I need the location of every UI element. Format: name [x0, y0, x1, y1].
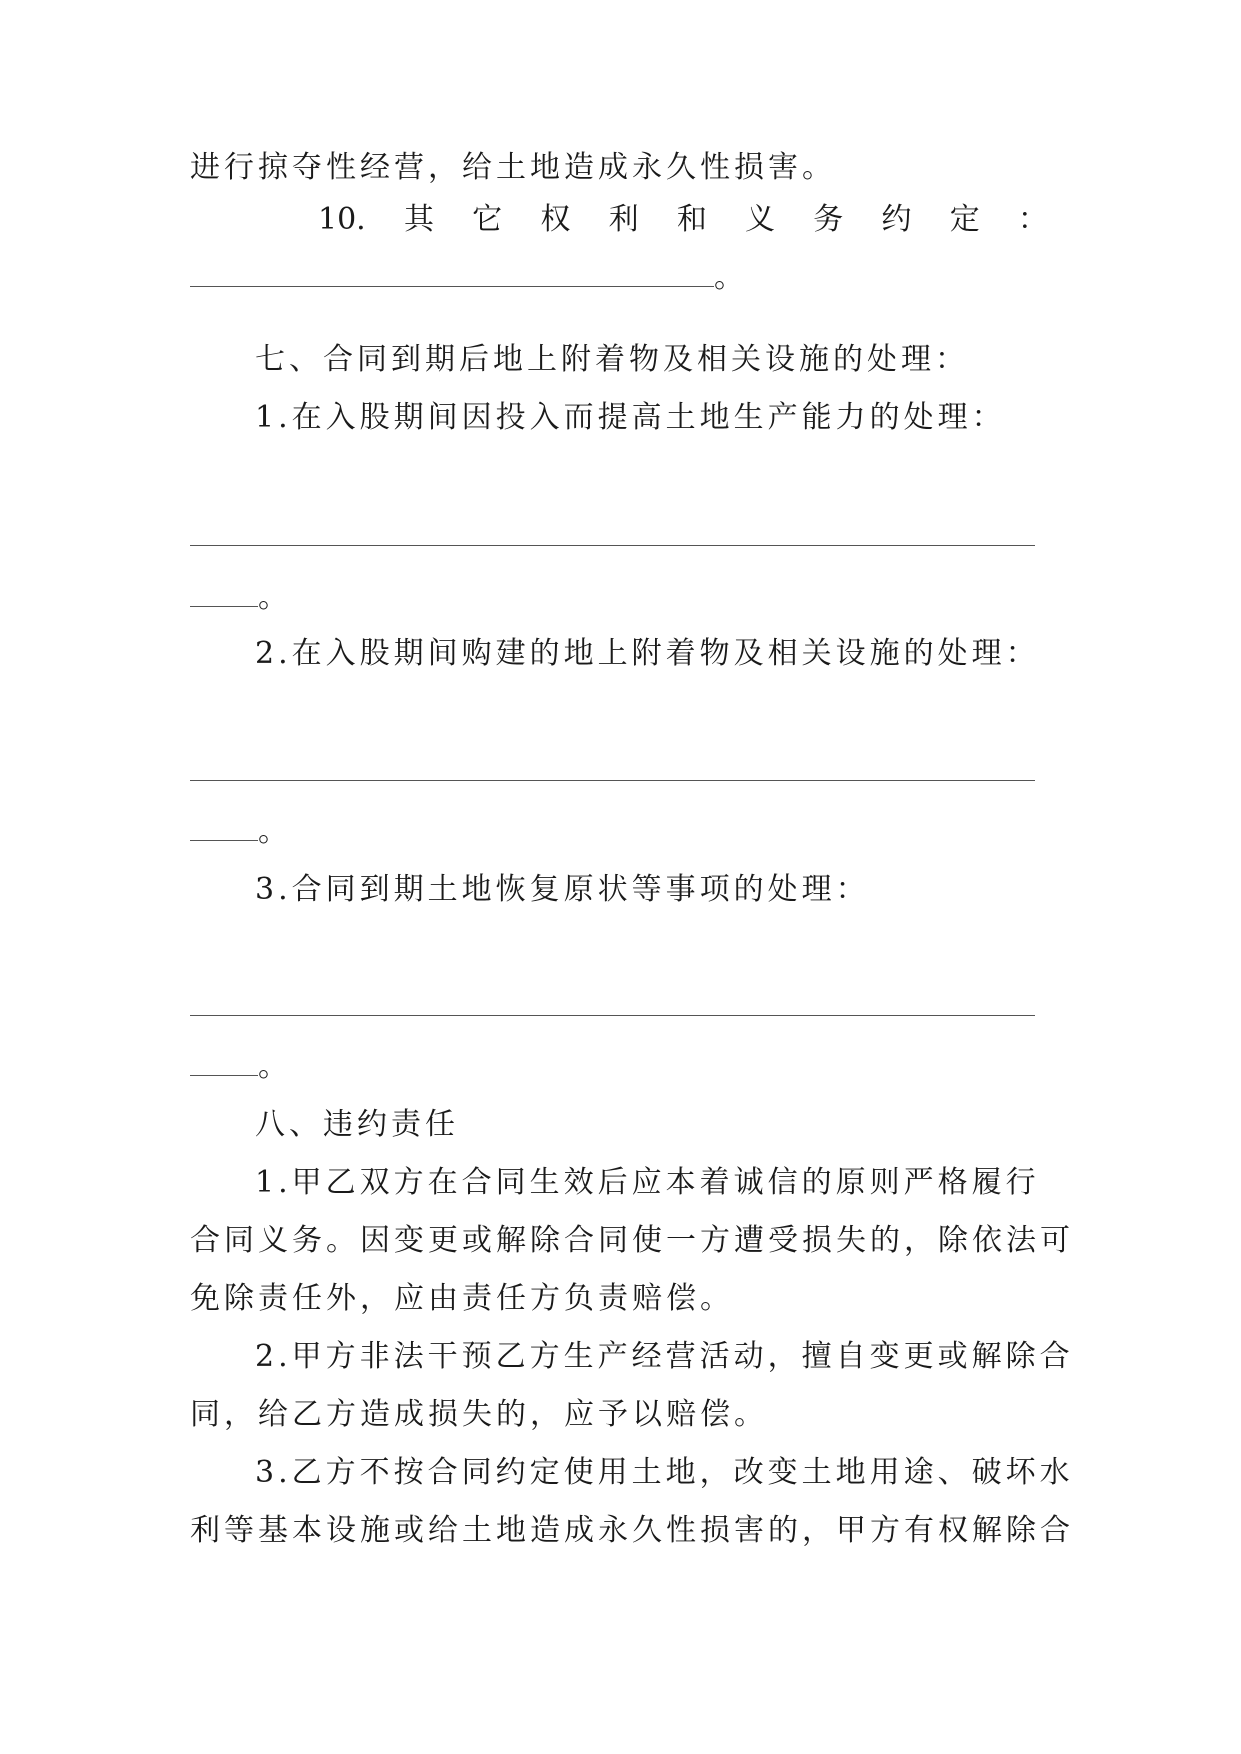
- section-7-item-1: 1.在入股期间因投入而提高土地生产能力的处理：: [255, 400, 1006, 435]
- blank-underline: [190, 260, 714, 287]
- period: 。: [258, 814, 288, 849]
- text-line: 3.乙方不按合同约定使用土地，改变土地用途、破坏水: [255, 1455, 1074, 1490]
- fill-in-line: [190, 1047, 1050, 1087]
- section-7-item-2: 2.在入股期间购建的地上附着物及相关设施的处理：: [255, 636, 1040, 671]
- period: 。: [258, 1049, 288, 1084]
- char: 它: [472, 202, 503, 237]
- section-8-title: 八、违约责任: [255, 1107, 459, 1142]
- item-10-line: [318, 200, 1048, 240]
- text-line: 进行掠夺性经营，给土地造成永久性损害。: [190, 150, 836, 185]
- char: 其: [403, 202, 434, 237]
- char: 定: [949, 202, 980, 237]
- period: 。: [258, 580, 288, 615]
- text-line: 同，给乙方造成损失的，应予以赔偿。: [190, 1397, 768, 1432]
- char: 约: [881, 202, 912, 237]
- blank-underline: [190, 1049, 258, 1076]
- period: 。: [714, 260, 744, 295]
- section-7-title: 七、合同到期后地上附着物及相关设施的处理：: [255, 342, 969, 377]
- char: 和: [676, 202, 707, 237]
- section-7-item-3: 3.合同到期土地恢复原状等事项的处理：: [255, 872, 870, 907]
- blank-underline: [190, 1015, 1035, 1016]
- blank-underline: [190, 780, 1035, 781]
- char: 务: [813, 202, 844, 237]
- text-line: 利等基本设施或给土地造成永久性损害的，甲方有权解除合: [190, 1513, 1074, 1548]
- blank-underline: [190, 545, 1035, 546]
- fill-in-line: [190, 578, 1050, 618]
- blank-underline: [190, 814, 258, 841]
- text-line: 合同义务。因变更或解除合同使一方遭受损失的，除依法可: [190, 1223, 1074, 1258]
- text-line: 免除责任外，应由责任方负责赔偿。: [190, 1281, 734, 1316]
- char: ：: [1017, 202, 1048, 237]
- char: 权: [540, 202, 571, 237]
- char: 利: [608, 202, 639, 237]
- text-line: 2.甲方非法干预乙方生产经营活动，擅自变更或解除合: [255, 1339, 1074, 1374]
- item-number: 10.: [318, 202, 366, 237]
- fill-in-line: [190, 812, 1050, 852]
- char: 义: [745, 202, 776, 237]
- blank-underline: [190, 580, 258, 607]
- text-line: 1.甲乙双方在合同生效后应本着诚信的原则严格履行: [255, 1165, 1040, 1200]
- fill-in-line: [190, 258, 1050, 298]
